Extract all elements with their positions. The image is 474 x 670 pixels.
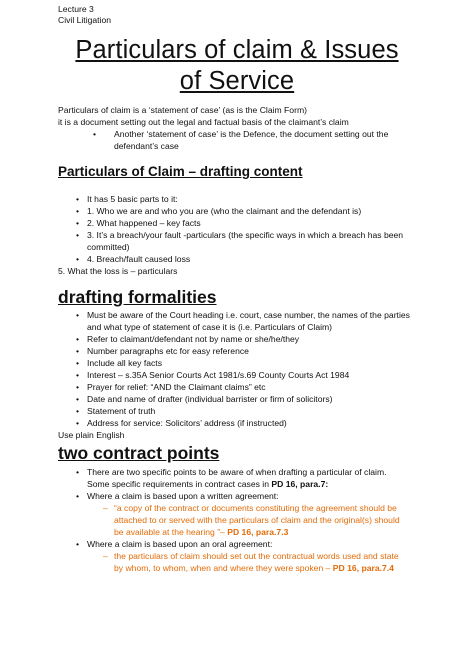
list-trailing-line: 5. What the loss is – particulars xyxy=(58,266,178,276)
oral-ending-text: by whom, to whom, when and where they were spoken – xyxy=(114,563,333,573)
list-item: 4. Breach/fault caused loss xyxy=(87,254,191,264)
list-trailing-line: Use plain English xyxy=(58,430,125,440)
pd16-intro-text: Some specific requirements in contract cases in xyxy=(87,479,272,489)
bullet-icon: • xyxy=(76,406,80,416)
dash-icon: – xyxy=(103,551,108,561)
list-item: Statement of truth xyxy=(87,406,156,416)
section-heading-drafting-formalities: drafting formalities xyxy=(58,287,217,307)
bullet-icon: • xyxy=(76,467,80,477)
intro-bullet-line-2: defendant’s case xyxy=(114,141,179,151)
list-item: Where a claim is based upon a written agreement: xyxy=(87,491,279,501)
bullet-icon: • xyxy=(76,491,80,501)
list-item: Address for service: Solicitors’ address (if instructed) xyxy=(87,418,287,428)
sub-item-quote-line-2: attached to or served with the particulars of claim and the original(s) should xyxy=(114,515,400,525)
list-item: Must be aware of the Court heading i.e. court, case number, the names of the parties xyxy=(87,310,410,320)
intro-paragraph-2: it is a document setting out the legal and factual basis of the claimant’s claim xyxy=(58,117,349,127)
sub-item-oral-line-2 xyxy=(114,562,394,574)
intro-paragraph-1: Particulars of claim is a ‘statement of case’ (as is the Claim Form) xyxy=(58,105,307,115)
list-item: Include all key facts xyxy=(87,358,162,368)
bullet-icon: • xyxy=(76,370,80,380)
bullet-icon: • xyxy=(76,382,80,392)
bullet-icon: • xyxy=(76,230,80,240)
list-item: 2. What happened – key facts xyxy=(87,218,201,228)
pd16-para73-reference: PD 16, para.7.3 xyxy=(227,527,289,537)
bullet-icon: • xyxy=(76,310,80,320)
bullet-icon: • xyxy=(76,254,80,264)
bullet-icon: • xyxy=(76,358,80,368)
bullet-icon: • xyxy=(76,334,80,344)
pd16-para74-reference: PD 16, para.7.4 xyxy=(332,563,394,573)
intro-bullet-line-1: Another ‘statement of case’ is the Defence, the document setting out the xyxy=(114,129,389,139)
sub-item-quote-line-1: “a copy of the contract or documents constituting the agreement should be xyxy=(114,503,397,513)
bullet-icon: • xyxy=(76,194,80,204)
list-item-continuation: committed) xyxy=(87,242,130,252)
list-item: It has 5 basic parts to it: xyxy=(87,194,178,204)
section-heading-two-contract-points: two contract points xyxy=(58,443,220,463)
sub-item-quote-line-3 xyxy=(114,526,288,538)
lecture-label: Lecture 3 xyxy=(58,4,94,14)
page-title-line-2: of Service xyxy=(179,67,295,95)
section-heading-drafting-content: Particulars of Claim – drafting content xyxy=(58,164,303,179)
list-item: Date and name of drafter (individual barrister or firm of solicitors) xyxy=(87,394,333,404)
list-item: Refer to claimant/defendant not by name or she/he/they xyxy=(87,334,300,344)
list-item: There are two specific points to be aware of when drafting a particular of claim. xyxy=(87,467,387,477)
list-item-continuation: and what type of statement of case it is (i.e. Particulars of Claim) xyxy=(87,322,333,332)
quote-ending-text: be available at the hearing ”– xyxy=(114,527,228,537)
list-item: 1. Who we are and who you are (who the claimant and the defendant is) xyxy=(87,206,362,216)
course-label: Civil Litigation xyxy=(58,15,112,25)
bullet-icon: • xyxy=(76,418,80,428)
sub-item-oral-line-1: the particulars of claim should set out the contractual words used and state xyxy=(114,551,399,561)
list-item: Interest – s.35A Senior Courts Act 1981/s.69 County Courts Act 1984 xyxy=(87,370,350,380)
list-item: Prayer for relief: “AND the Claimant claims” etc xyxy=(87,382,266,392)
dash-icon: – xyxy=(103,503,108,513)
bullet-icon: • xyxy=(76,346,80,356)
bullet-icon: • xyxy=(76,206,80,216)
list-item: Where a claim is based upon an oral agreement: xyxy=(87,539,273,549)
list-item-continuation xyxy=(87,478,328,490)
bullet-icon: • xyxy=(93,129,97,139)
bullet-icon: • xyxy=(76,218,80,228)
bullet-icon: • xyxy=(76,539,80,549)
list-item: Number paragraphs etc for easy reference xyxy=(87,346,249,356)
list-item: 3. It’s a breach/your fault -particulars (the specific ways in which a breach has been xyxy=(87,230,404,240)
page-title-line-1: Particulars of claim & Issues xyxy=(75,36,399,64)
bullet-icon: • xyxy=(76,394,80,404)
pd16-para7-reference: PD 16, para.7: xyxy=(271,479,329,489)
